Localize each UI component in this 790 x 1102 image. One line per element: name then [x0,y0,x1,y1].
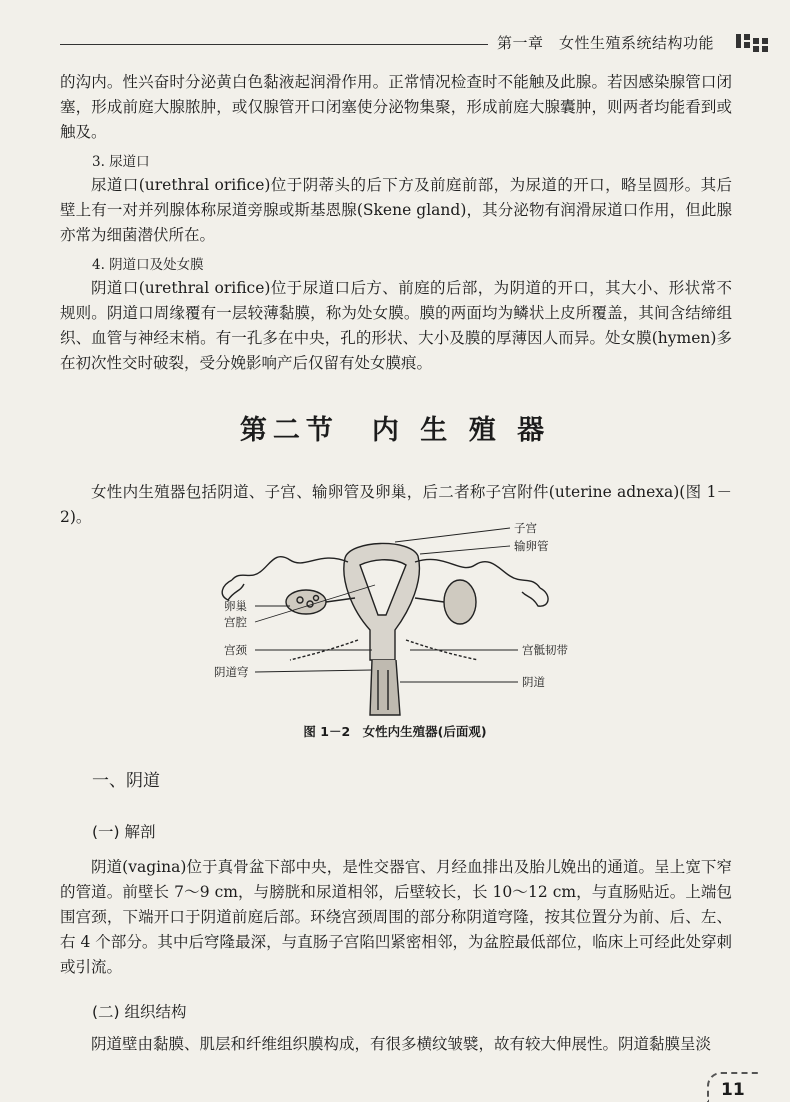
label-vaginal-fornix: 阴道穹 [214,665,249,679]
label-ovary: 卵巢 [224,599,247,613]
heading-anatomy: (一) 解剖 [92,823,156,841]
paragraph-tissue-structure: 阴道壁由黏膜、肌层和纤维组织膜构成，有很多横纹皱襞，故有较大伸展性。阴道黏膜呈淡 [91,1035,712,1053]
paragraph-vaginal-opening: 阴道口(urethral orifice)位于尿道口后方、前庭的后部，为阴道的开口，其大小、形状常不规则。阴道口周缘覆有一层较薄黏膜，称为处女膜。膜的两面均为鳞状上皮所覆盖，其间含结缔组织、血管与神经末梢。有一孔多在中央，孔的形状、大小及膜的厚薄因人而异。处女膜(hymen)多在初次性交时破裂，受分娩影响产后仅留有处女膜痕。 [60,279,732,372]
heading-vagina: 一、阴道 [92,771,160,791]
label-uterine-cavity: 宫腔 [224,615,247,629]
subheading-urethral-orifice: 3. 尿道口 [92,154,150,170]
figure-caption: 图 1－2 女性内生殖器(后面观) [303,724,487,739]
page-number: 11 [721,1080,745,1100]
paragraph-gland: 的沟内。性兴奋时分泌黄白色黏液起润滑作用。正常情况检查时不能触及此腺。若因感染腺管口闭塞，形成前庭大腺脓肿，或仅腺管开口闭塞使分泌物集聚，形成前庭大腺囊肿，则两者均能看到或触及。 [60,73,732,141]
paragraph-urethral-orifice: 尿道口(urethral orifice)位于阴蒂头的后下方及前庭前部，为尿道的开口，略呈圆形。其后壁上有一对并列腺体称尿道旁腺或斯基恩腺(Skene gland)，其分泌物有润滑尿道口作用，但此腺亦常为细菌潜伏所在。 [60,176,732,244]
subheading-vaginal-opening: 4. 阴道口及处女膜 [92,257,204,273]
header-rule [60,44,488,45]
chapter-header: 第一章 女性生殖系统结构功能 [497,34,715,52]
label-uterus: 子宫 [514,521,537,535]
heading-tissue-structure: (二) 组织结构 [92,1003,187,1021]
label-cervix: 宫颈 [224,643,247,657]
label-fallopian-tube: 输卵管 [514,539,549,553]
label-uterosacral-ligament: 宫骶韧带 [522,643,568,657]
figure-internal-genitalia [210,510,570,725]
header-ornament-icon [736,30,776,52]
paragraph-anatomy: 阴道(vagina)位于真骨盆下部中央，是性交器官、月经血排出及胎儿娩出的通道。呈上宽下窄的管道。前壁长 7～9 cm，与膀胱和尿道相邻，后壁较长，长 10～12 cm，与直肠贴近。上端包围宫颈，下端开口于阴道前庭后部。环绕宫颈周围的部分称阴道穹隆，按其位置分为前、后、左、右 4 个部分。其中后穹隆最深，与直肠子宫陷凹紧密相邻，为盆腔最低部位，临床上可经此处穿刺或引流。 [60,858,732,976]
page-number-badge [707,1072,759,1102]
label-vagina: 阴道 [522,675,545,689]
paragraph-internal-organs: 女性内生殖器包括阴道、子宫、输卵管及卵巢，后二者称子宫附件(uterine adnexa)(图 1－2)。 [60,483,732,526]
section-title: 第二节 内 生 殖 器 [239,415,551,446]
